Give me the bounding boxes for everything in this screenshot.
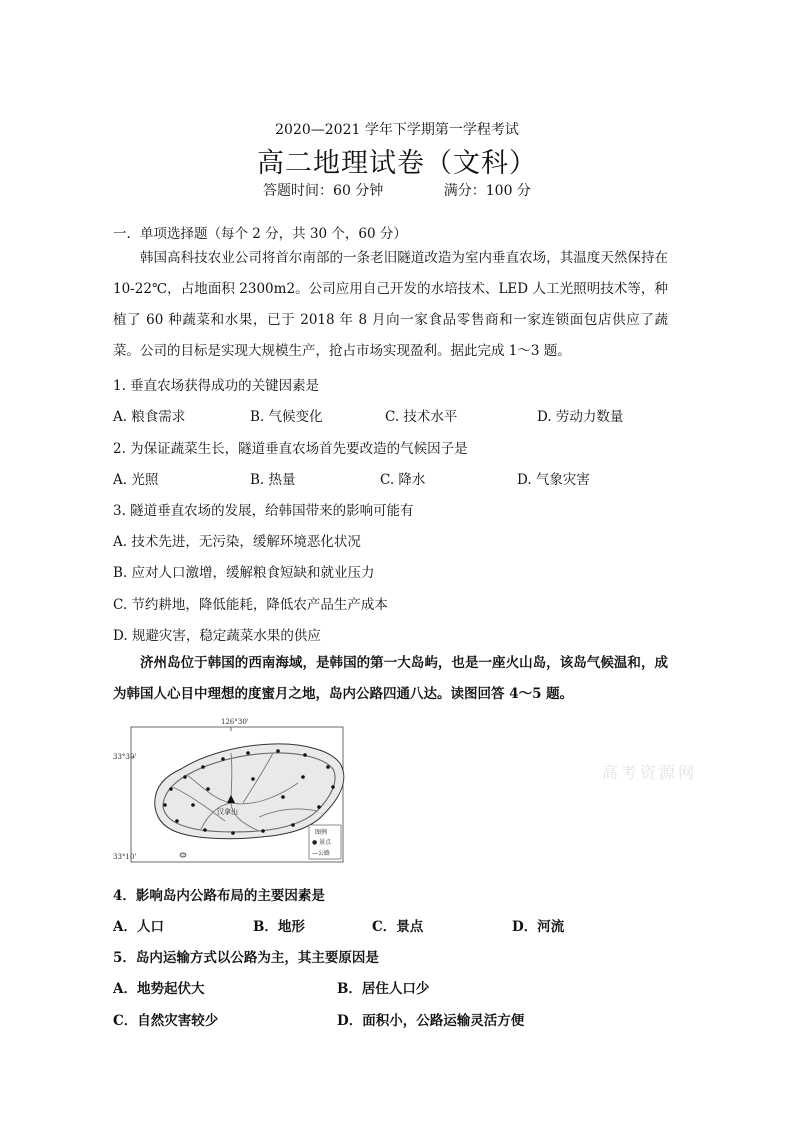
q3-option-a: A. 技术先进，无污染，缓解环境恶化状况 [113,534,361,550]
q1-option-b: B. 气候变化 [250,409,323,425]
q3-option-c: C. 节约耕地，降低能耗，降低农产品生产成本 [113,597,388,613]
q5-option-a: A．地势起伏大 [113,981,205,997]
section-heading: 一．单项选择题（每个 2 分，共 30 个，60 分） [113,226,407,242]
question-1-stem: 1. 垂直农场获得成功的关键因素是 [113,378,320,394]
map-lon-label: 126°30' [221,718,249,726]
exam-meta [0,180,794,200]
exam-title: 高二地理试卷（文科） [257,148,537,179]
q1-option-a: A. 粮食需求 [113,409,186,425]
q2-option-b: B. 热量 [250,472,296,488]
q5-option-c: C．自然灾害较少 [113,1013,219,1029]
q1-option-d: D. 劳动力数量 [537,409,624,425]
legend-title: 图例 [315,829,328,836]
q5-option-b: B．居住人口少 [337,981,430,997]
q4-option-c: C．景点 [372,919,424,935]
q2-option-c: C. 降水 [380,472,426,488]
q2-option-d: D. 气象灾害 [517,472,590,488]
q1-option-c: C. 技术水平 [385,409,458,425]
question-5-stem: 5．岛内运输方式以公路为主，其主要原因是 [113,950,379,966]
q4-option-d: D．河流 [512,919,565,935]
map-lat-top-label: 33°30' [113,753,137,761]
q5-option-d: D．面积小，公路运输灵活方便 [337,1013,525,1029]
q3-option-d: D. 规避灾害，稳定蔬菜水果的供应 [113,628,321,644]
full-score: 满分：100 分 [443,183,531,199]
mountain-label: 汉拿山 [217,808,238,816]
map-lat-bottom-label: 33°10' [113,853,137,861]
question-3-stem: 3. 隧道垂直农场的发展，给韩国带来的影响可能有 [113,503,414,519]
legend-road: —公路 [312,850,331,857]
answer-time: 答题时间：60 分钟 [263,183,384,199]
legend-spot: ● 景点 [312,839,332,846]
question-2-stem: 2. 为保证蔬菜生长，隧道垂直农场首先要改造的气候因子是 [113,441,468,457]
q2-option-a: A. 光照 [113,472,159,488]
q4-option-b: B．地形 [253,919,305,935]
islet [180,853,186,857]
question-4-stem: 4．影响岛内公路布局的主要因素是 [113,888,325,904]
q3-option-b: B. 应对人口激增，缓解粮食短缺和就业压力 [113,565,375,581]
watermark: 高考资源网 [602,763,698,782]
passage-1: 韩国高科技农业公司将首尔南部的一条老旧隧道改造为室内垂直农场，其温度天然保持在 10-22℃，占地面积 2300m2。公司应用自己开发的水培技术、LED 人工光照明技术等，种植了 60 种蔬菜和水果，已于 2018 年 8 月向一家食品零售商和一家连锁面包店供应了蔬菜。公司的目标是实现大规模生产，抢占市场实现盈利。据此完成 1～3 题。 [113,250,668,359]
q4-option-a: A．人口 [113,919,164,935]
passage-2: 济州岛位于韩国的西南海域，是韩国的第一大岛屿，也是一座火山岛，该岛气候温和，成为韩国人心目中理想的度蜜月之地，岛内公路四通八达。读图回答 4～5 题。 [113,655,668,702]
jeju-island-map [113,717,353,865]
exam-subtitle: 2020—2021 学年下学期第一学程考试 [275,122,519,138]
